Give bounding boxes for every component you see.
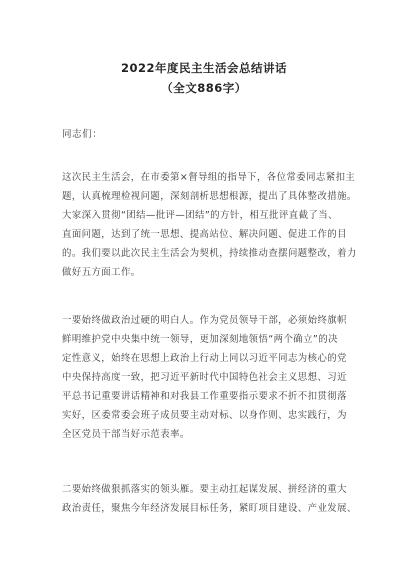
paragraph-line: 中央保持高度一致，把习近平新时代中国特色社会主义思想、习近 <box>62 372 347 383</box>
paragraph-line: 政治责任，聚焦今年经济发展目标任务，紧盯项目建设、产业发展、 <box>62 503 357 514</box>
paragraph-line: 题，认真梳理检视问题，深刻剖析思想根源，提出了具体整改措施。 <box>62 191 357 202</box>
paragraph-line: 实好，区委常委会班子成员要主动对标、以身作则、忠实践行，为 <box>62 410 347 421</box>
paragraph-line: 全区党员干部当好示范表率。 <box>62 429 190 440</box>
greeting: 同志们： <box>62 129 103 140</box>
paragraph-line: 一要始终做政治过硬的明白人。作为党员领导干部，必须始终旗帜 <box>62 315 347 326</box>
document-title: 2022年度民主生活会总结讲话 <box>120 61 287 75</box>
paragraph-line: 的。我们要以此次民主生活会为契机，持续推动查摆问题整改，着力 <box>62 248 357 259</box>
paragraph-line: 做好五方面工作。 <box>62 267 141 278</box>
paragraph-line: 鲜明维护党中央集中统一领导，更加深刻地领悟“两个确立”的决 <box>62 334 338 345</box>
paragraph-line: 直面问题，达到了统一思想、提高站位、解决问题、促进工作的目 <box>62 229 347 240</box>
paragraph-line: 大家深入贯彻“团结—批评—团结”的方针，相互批评直截了当、 <box>62 210 338 221</box>
paragraph-line: 平总书记重要讲话精神和对我县工作重要指示要求不折不扣贯彻落 <box>62 391 347 402</box>
paragraph-2 <box>62 311 352 444</box>
paragraph-3 <box>62 480 357 518</box>
paragraph-1 <box>62 168 357 282</box>
paragraph-line: 这次民主生活会，在市委第×督导组的指导下，各位常委同志紧扣主 <box>62 172 356 183</box>
document-subtitle: （全文886字） <box>161 81 247 95</box>
paragraph-line: 二要始终做狠抓落实的领头雁。要主动扛起谋发展、拼经济的重大 <box>62 484 347 495</box>
paragraph-line: 定性意义，始终在思想上政治上行动上同以习近平同志为核心的党 <box>62 353 347 364</box>
